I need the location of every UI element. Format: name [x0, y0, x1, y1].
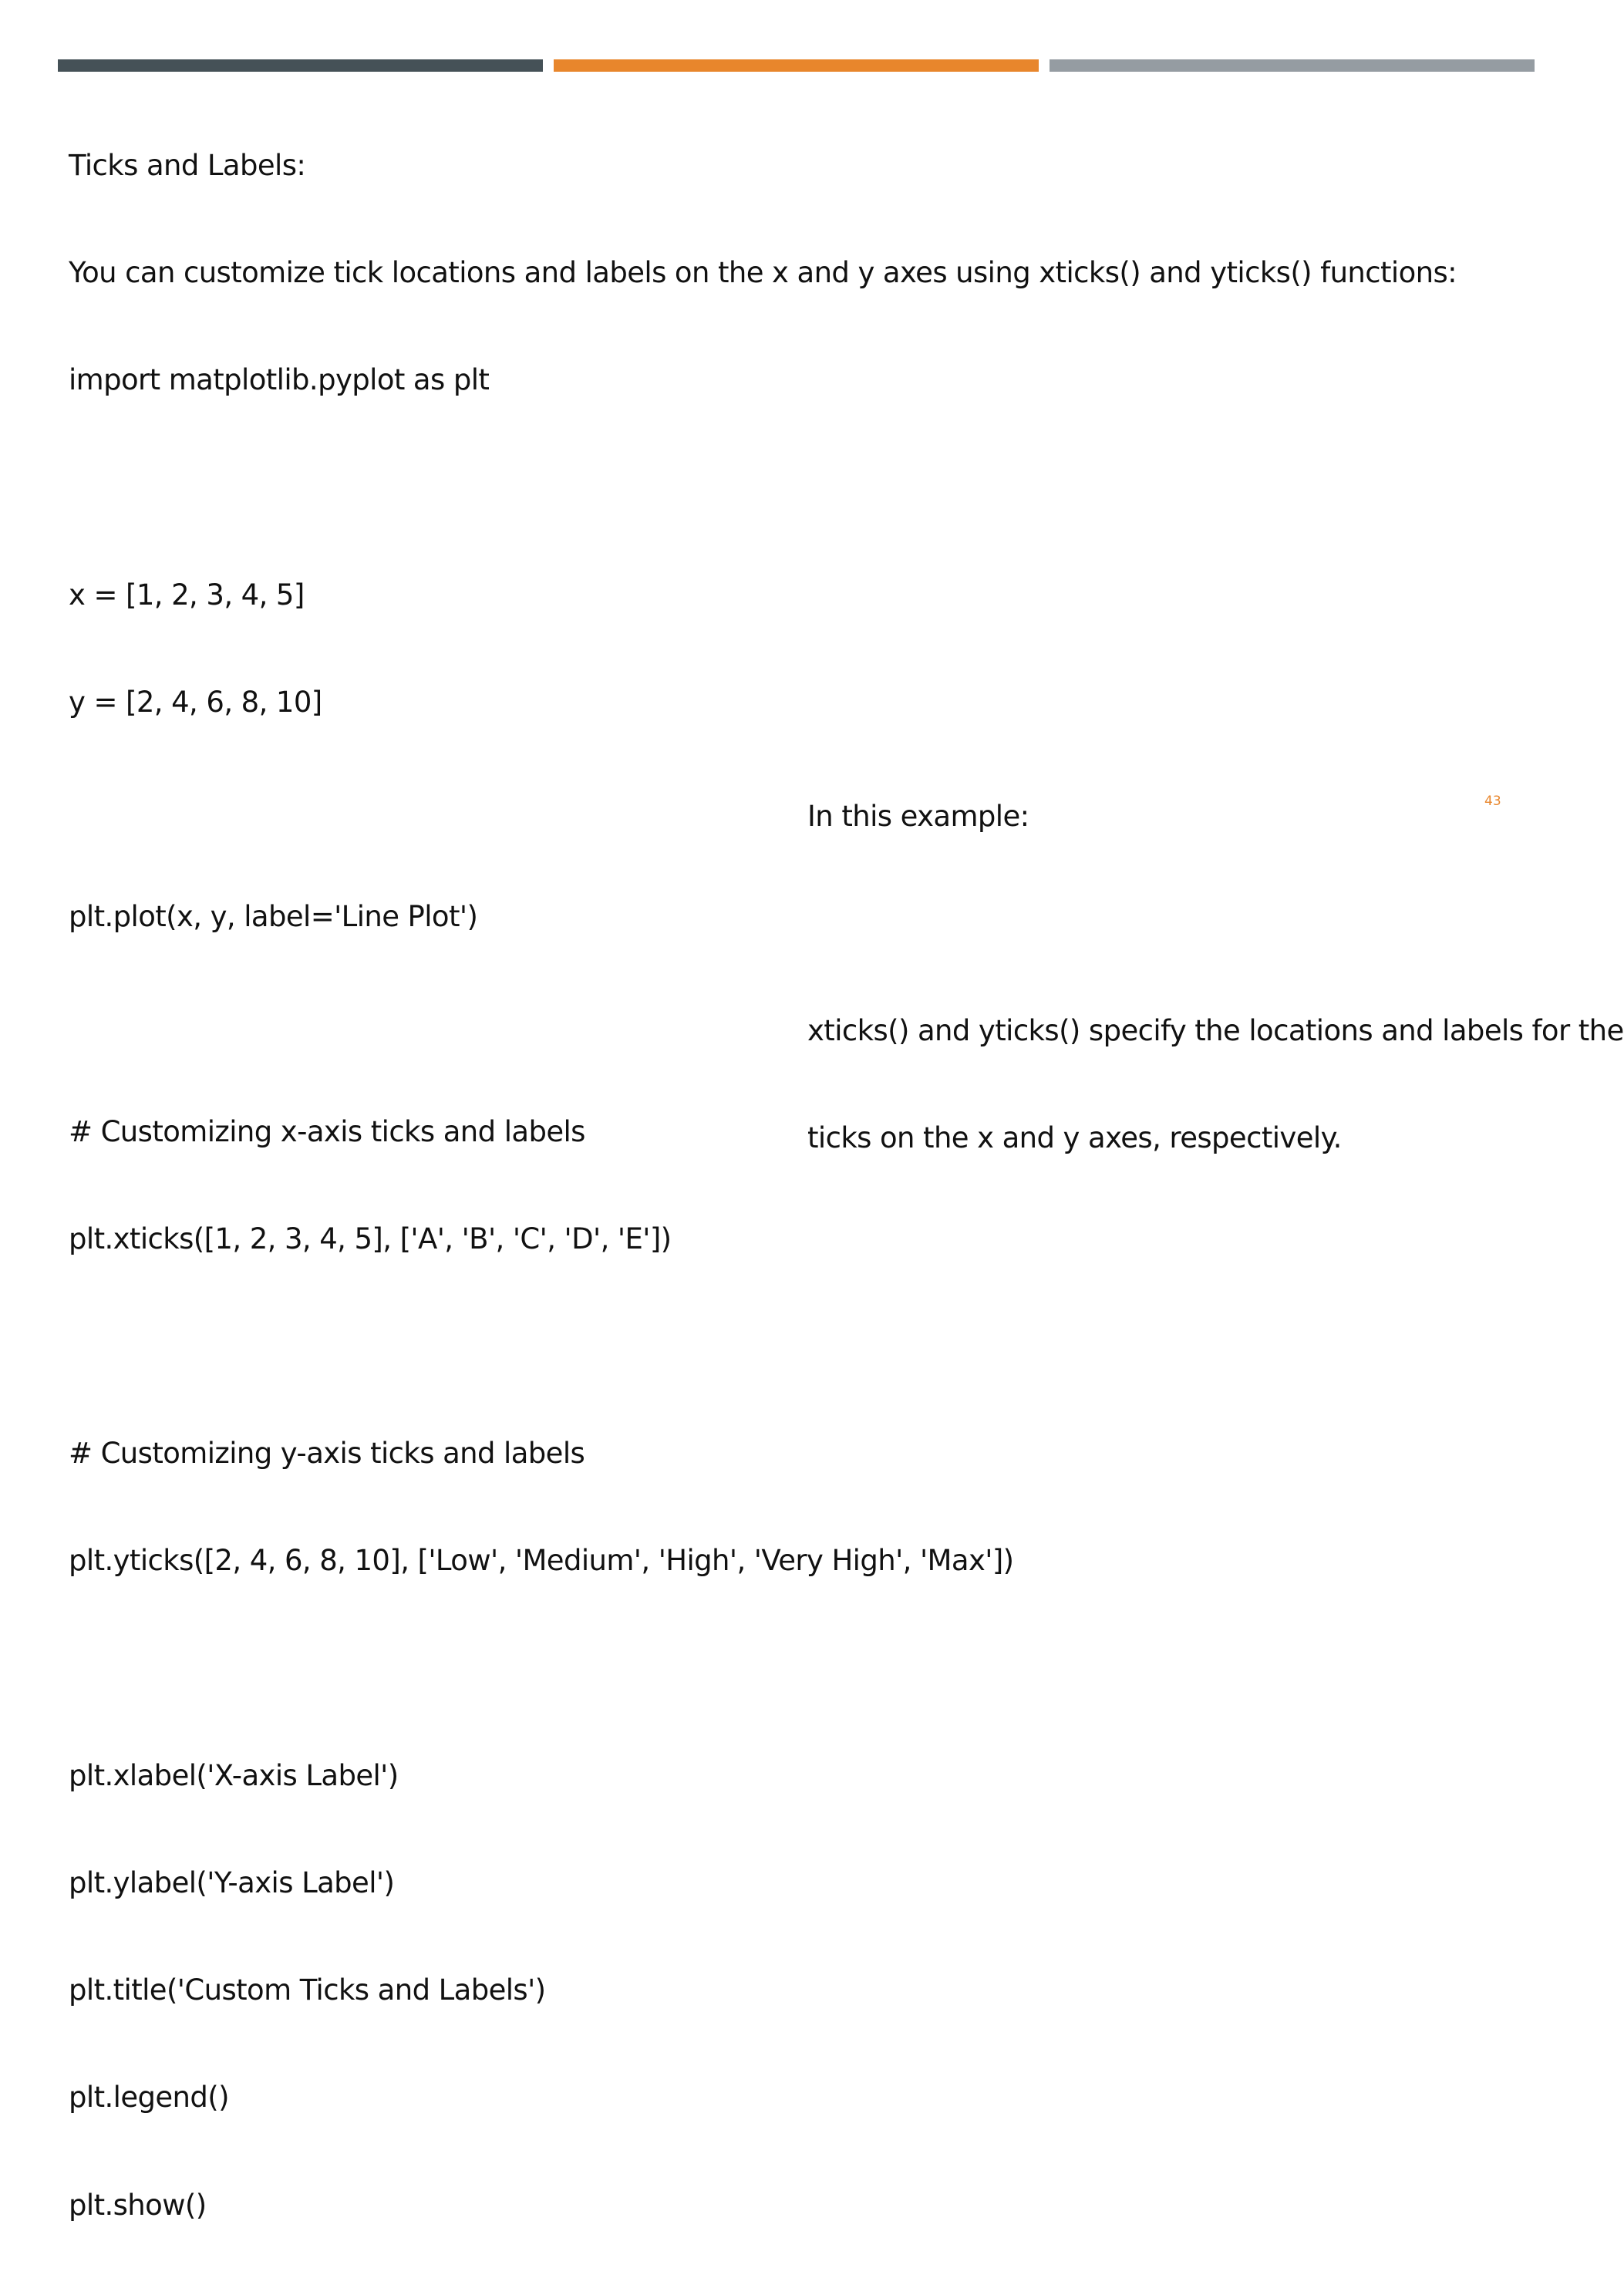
body-line: x = [1, 2, 3, 4, 5]: [69, 578, 305, 612]
header-bar-orange: [554, 59, 1039, 72]
body-line: plt.show(): [69, 2188, 207, 2222]
body-line: plt.plot(x, y, label='Line Plot'): [69, 900, 478, 934]
body-line: # Customizing y-axis ticks and labels: [69, 1437, 585, 1471]
side-line: In this example:: [807, 799, 1029, 833]
body-line: import matplotlib.pyplot as plt: [69, 363, 490, 397]
body-line: [69, 470, 1518, 505]
slide-side-text: [807, 727, 1624, 1228]
header-bar-dark: [58, 59, 543, 72]
body-line: plt.yticks([2, 4, 6, 8, 10], ['Low', 'Medium', 'High', 'Very High', 'Max']): [69, 1544, 1014, 1578]
body-line: [69, 1329, 1518, 1364]
body-line: plt.xticks([1, 2, 3, 4, 5], ['A', 'B', 'C', 'D', 'E']): [69, 1222, 672, 1255]
body-line: plt.legend(): [69, 2081, 229, 2115]
body-line: Ticks and Labels:: [69, 148, 306, 182]
body-line: plt.ylabel('Y-axis Label'): [69, 1866, 395, 1900]
body-line: # Customizing x-axis ticks and labels: [69, 1114, 585, 1148]
header-bar-gray: [1050, 59, 1535, 72]
body-line: plt.xlabel('X-axis Label'): [69, 1758, 399, 1792]
body-line: y = [2, 4, 6, 8, 10]: [69, 685, 322, 719]
side-line: xticks() and yticks() specify the locations and labels for the: [807, 1014, 1624, 1048]
side-line: [807, 906, 1579, 942]
body-line: plt.title('Custom Ticks and Labels'): [69, 1973, 546, 2007]
body-line: [69, 1651, 1518, 1687]
side-line: ticks on the x and y axes, respectively.: [807, 1121, 1342, 1155]
body-line: You can customize tick locations and labels on the x and y axes using xticks() and yticks() functions:: [69, 256, 1457, 290]
page-number: 43: [1484, 794, 1501, 809]
